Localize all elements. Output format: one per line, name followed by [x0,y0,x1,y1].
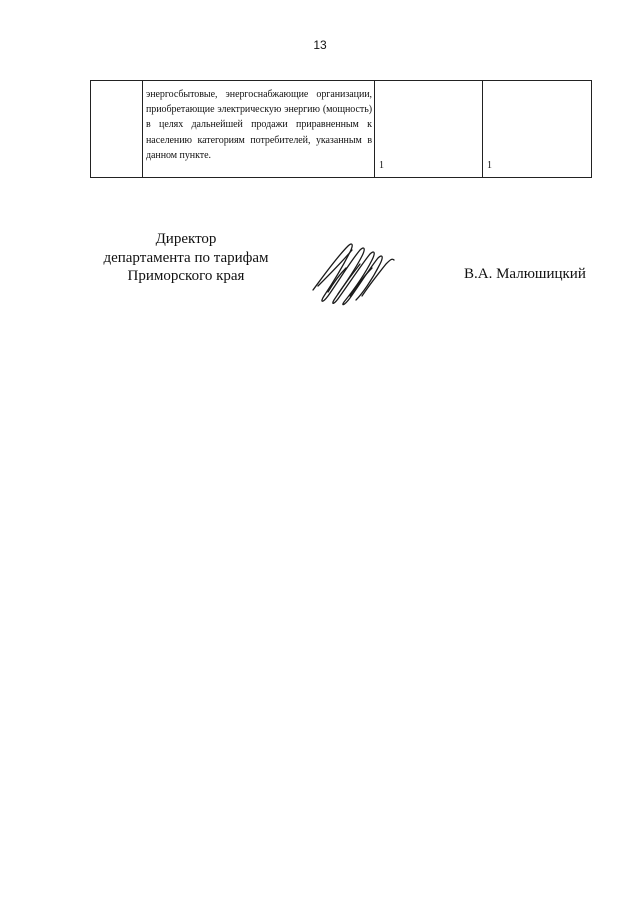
row-number-cell [91,81,143,178]
signatory-title [86,230,286,286]
row-value-2: 1 [487,160,492,171]
signatory-title-line-2: департамента по тарифам [103,249,269,266]
table-row [91,81,592,178]
tariff-table [90,80,592,178]
row-value-cell-2 [483,81,592,178]
signer-name: В.А. Малюшицкий [464,266,586,282]
row-description-text: энергосбытовые, энергоснабжающие организации, приобретающие электрическую энергию (мощность) в целях дальнейшей продажи приравненным к населению категориям потребителей, указанным в данном пункте. [146,89,372,161]
row-value-cell-1 [375,81,483,178]
handwritten-signature [310,238,396,308]
row-description-cell [143,81,375,178]
signatory-title-line-1: Директор [155,231,217,247]
page-number: 13 [313,38,327,52]
row-value-1: 1 [379,160,384,171]
signatory-title-line-3: Приморского края [127,268,245,284]
